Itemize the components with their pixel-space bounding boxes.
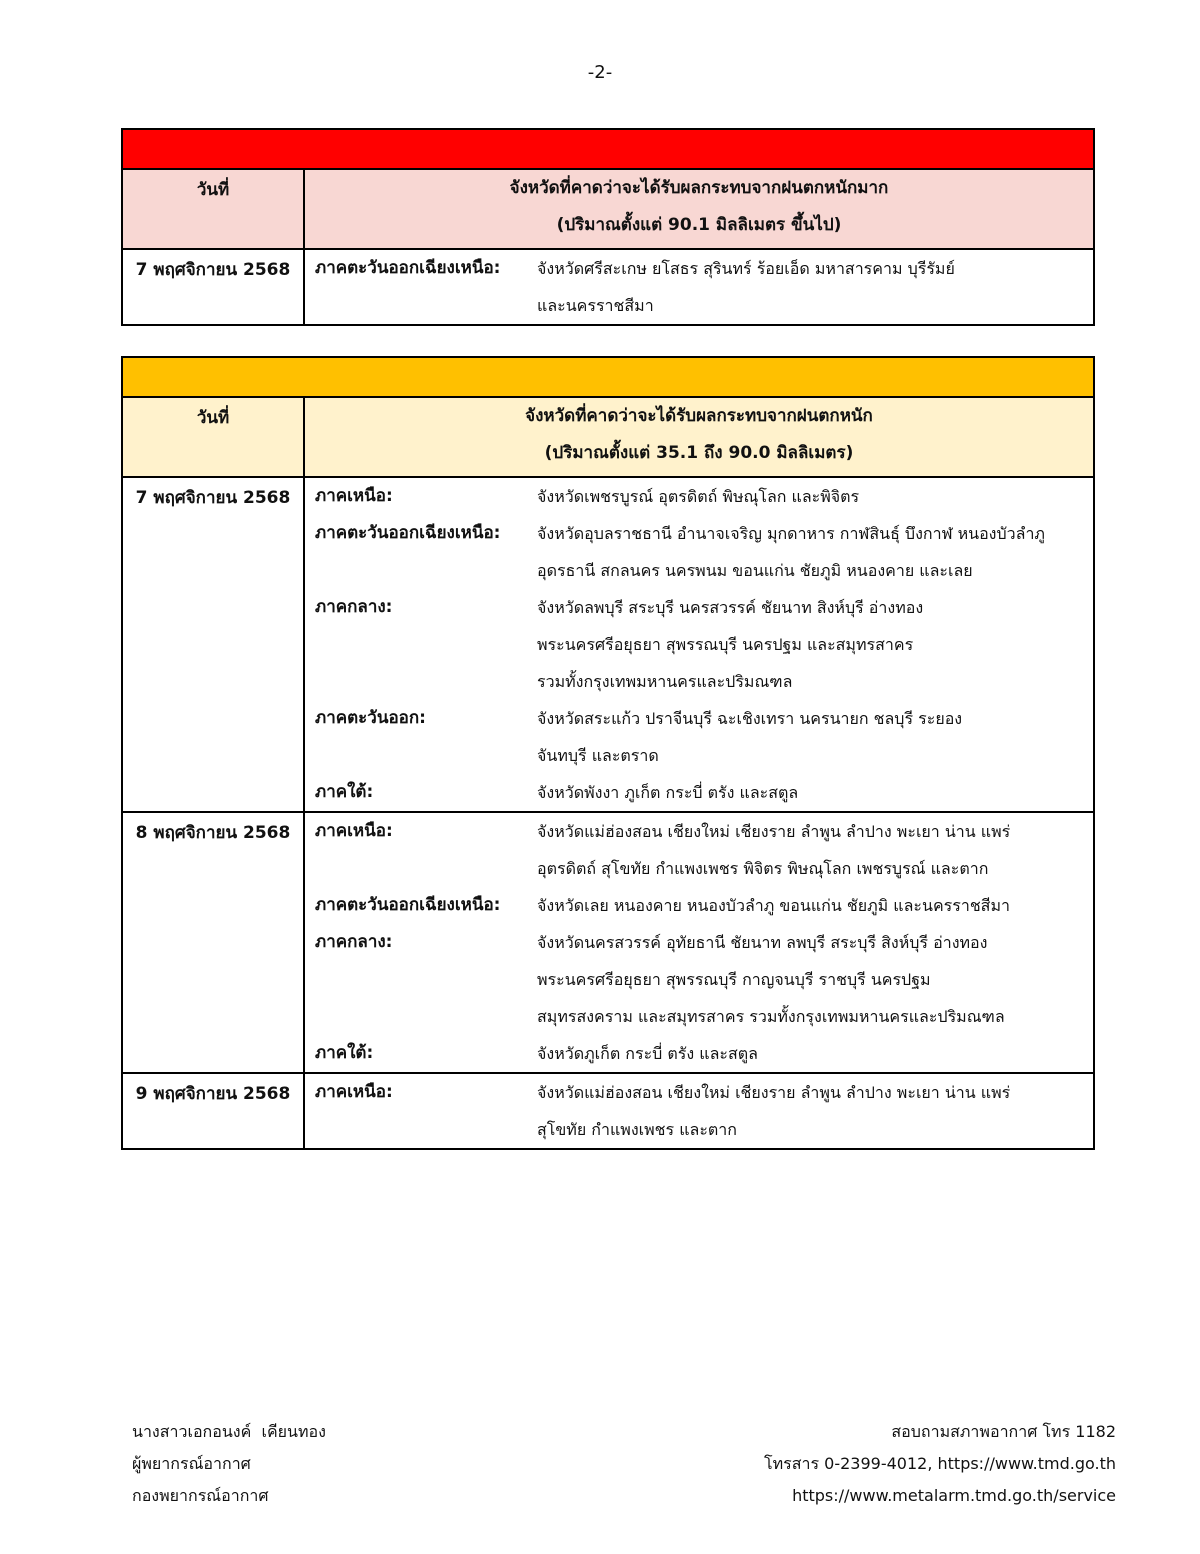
table-row: [122, 477, 1094, 812]
region-block: [305, 887, 1093, 924]
province-line: จังหวัดแม่ฮ่องสอน เชียงใหม่ เชียงราย ลำพูน ลำปาง พะเยา น่าน แพร่: [537, 1083, 1011, 1102]
heavy-rain-table: [121, 128, 1095, 326]
service-link[interactable]: https://www.metalarm.tmd.go.th/service: [792, 1486, 1116, 1505]
province-line: จังหวัดพังงา ภูเก็ต กระบี่ ตรัง และสตูล: [537, 783, 799, 802]
province-line: อุดรธานี สกลนคร นครพนม ขอนแก่น ชัยภูมิ หนองคาย และเลย: [537, 561, 973, 580]
province-list: [537, 1074, 1093, 1148]
date-column-header: วันที่: [122, 397, 304, 477]
forecaster-position: ผู้พยากรณ์อากาศ: [132, 1454, 251, 1473]
province-list: [537, 774, 1093, 811]
region-name: ภาคเหนือ:: [315, 821, 393, 841]
contact-info: [764, 1416, 1116, 1512]
province-list: [537, 515, 1093, 589]
province-line: อุตรดิตถ์ สุโขทัย กำแพงเพชร พิจิตร พิษณุโลก เพชรบูรณ์ และตาก: [537, 859, 989, 878]
province-line: สมุทรสงคราม และสมุทรสาคร รวมทั้งกรุงเทพมหานครและปริมณฑล: [537, 1007, 1005, 1026]
header-title-line1: จังหวัดที่คาดว่าจะได้รับผลกระทบจากฝนตกหนัก: [525, 406, 873, 426]
table-header: [122, 397, 1094, 477]
province-line: จังหวัดแม่ฮ่องสอน เชียงใหม่ เชียงราย ลำพูน ลำปาง พะเยา น่าน แพร่: [537, 822, 1011, 841]
moderate-rain-table: [121, 356, 1095, 1150]
province-list: [537, 250, 1093, 324]
row-affected-provinces: [304, 1073, 1094, 1149]
province-line: จังหวัดลพบุรี สระบุรี นครสวรรค์ ชัยนาท สิงห์บุรี อ่างทอง: [537, 598, 924, 617]
forecaster-signature: [132, 1416, 326, 1512]
province-line: พระนครศรีอยุธยา สุพรรณบุรี กาญจนบุรี ราชบุรี นครปฐม: [537, 970, 931, 989]
region-block: [305, 813, 1093, 887]
header-title-line2: (ปริมาณตั้งแต่ 90.1 มิลลิเมตร ขึ้นไป): [556, 215, 842, 235]
province-list: [537, 887, 1093, 924]
region-name: ภาคตะวันออกเฉียงเหนือ:: [315, 895, 501, 915]
row-date: 7 พฤศจิกายน 2568: [122, 477, 304, 812]
region-name: ภาคกลาง:: [315, 932, 393, 952]
row-date: 7 พฤศจิกายน 2568: [122, 249, 304, 325]
region-name: ภาคตะวันออกเฉียงเหนือ:: [315, 258, 501, 278]
province-line: จังหวัดเลย หนองคาย หนองบัวลำภู ขอนแก่น ชัยภูมิ และนครราชสีมา: [537, 896, 1010, 915]
region-name: ภาคเหนือ:: [315, 486, 393, 506]
table-row: [122, 1073, 1094, 1149]
row-date: 9 พฤศจิกายน 2568: [122, 1073, 304, 1149]
forecaster-division: กองพยากรณ์อากาศ: [132, 1486, 269, 1505]
province-line: จังหวัดภูเก็ต กระบี่ ตรัง และสตูล: [537, 1044, 758, 1063]
row-affected-provinces: [304, 249, 1094, 325]
region-block: [305, 1035, 1093, 1072]
region-block: [305, 924, 1093, 1035]
province-line: รวมทั้งกรุงเทพมหานครและปริมณฑล: [537, 672, 793, 691]
header-title-line2: (ปริมาณตั้งแต่ 35.1 ถึง 90.0 มิลลิเมตร): [544, 443, 854, 463]
date-column-header: วันที่: [122, 169, 304, 249]
province-line: จังหวัดสระแก้ว ปราจีนบุรี ฉะเชิงเทรา นครนายก ชลบุรี ระยอง: [537, 709, 963, 728]
region-block: [305, 478, 1093, 515]
region-name: ภาคตะวันออก:: [315, 708, 426, 728]
region-name: ภาคตะวันออกเฉียงเหนือ:: [315, 523, 501, 543]
forecaster-name: นางสาวเอกอนงค์ เคียนทอง: [132, 1422, 326, 1441]
table-row: [122, 812, 1094, 1073]
table-header: [122, 169, 1094, 249]
region-name: ภาคกลาง:: [315, 597, 393, 617]
province-list: [537, 700, 1093, 774]
region-name: ภาคเหนือ:: [315, 1082, 393, 1102]
province-line: จังหวัดเพชรบูรณ์ อุตรดิตถ์ พิษณุโลก และพิจิตร: [537, 487, 860, 506]
province-list: [537, 478, 1093, 515]
region-block: [305, 589, 1093, 700]
province-list: [537, 924, 1093, 1035]
row-date: 8 พฤศจิกายน 2568: [122, 812, 304, 1073]
province-line: จังหวัดศรีสะเกษ ยโสธร สุรินทร์ ร้อยเอ็ด มหาสารคาม บุรีรัมย์: [537, 259, 955, 278]
region-name: ภาคใต้:: [315, 1043, 374, 1063]
severity-band-amber: [122, 357, 1094, 397]
region-block: [305, 774, 1093, 811]
region-block: [305, 250, 1093, 324]
impact-column-header: [304, 169, 1094, 249]
province-line: จันทบุรี และตราด: [537, 746, 659, 765]
region-block: [305, 515, 1093, 589]
province-line: สุโขทัย กำแพงเพชร และตาก: [537, 1120, 737, 1139]
table-row: [122, 249, 1094, 325]
province-list: [537, 813, 1093, 887]
province-line: พระนครศรีอยุธยา สุพรรณบุรี นครปฐม และสมุทรสาคร: [537, 635, 914, 654]
row-affected-provinces: [304, 477, 1094, 812]
province-line: จังหวัดอุบลราชธานี อำนาจเจริญ มุกดาหาร กาฬสินธุ์ บึงกาฬ หนองบัวลำภู: [537, 524, 1045, 543]
region-block: [305, 1074, 1093, 1148]
region-name: ภาคใต้:: [315, 782, 374, 802]
province-line: และนครราชสีมา: [537, 296, 654, 315]
impact-column-header: [304, 397, 1094, 477]
province-list: [537, 1035, 1093, 1072]
province-list: [537, 589, 1093, 700]
page-number: -2-: [587, 62, 613, 83]
province-line: จังหวัดนครสวรรค์ อุทัยธานี ชัยนาท ลพบุรี สระบุรี สิงห์บุรี อ่างทอง: [537, 933, 988, 952]
severity-band-red: [122, 129, 1094, 169]
row-affected-provinces: [304, 812, 1094, 1073]
region-block: [305, 700, 1093, 774]
fax-website[interactable]: โทรสาร 0-2399-4012, https://www.tmd.go.th: [764, 1454, 1116, 1473]
weather-hotline: สอบถามสภาพอากาศ โทร 1182: [891, 1422, 1116, 1441]
header-title-line1: จังหวัดที่คาดว่าจะได้รับผลกระทบจากฝนตกหนักมาก: [509, 178, 889, 198]
